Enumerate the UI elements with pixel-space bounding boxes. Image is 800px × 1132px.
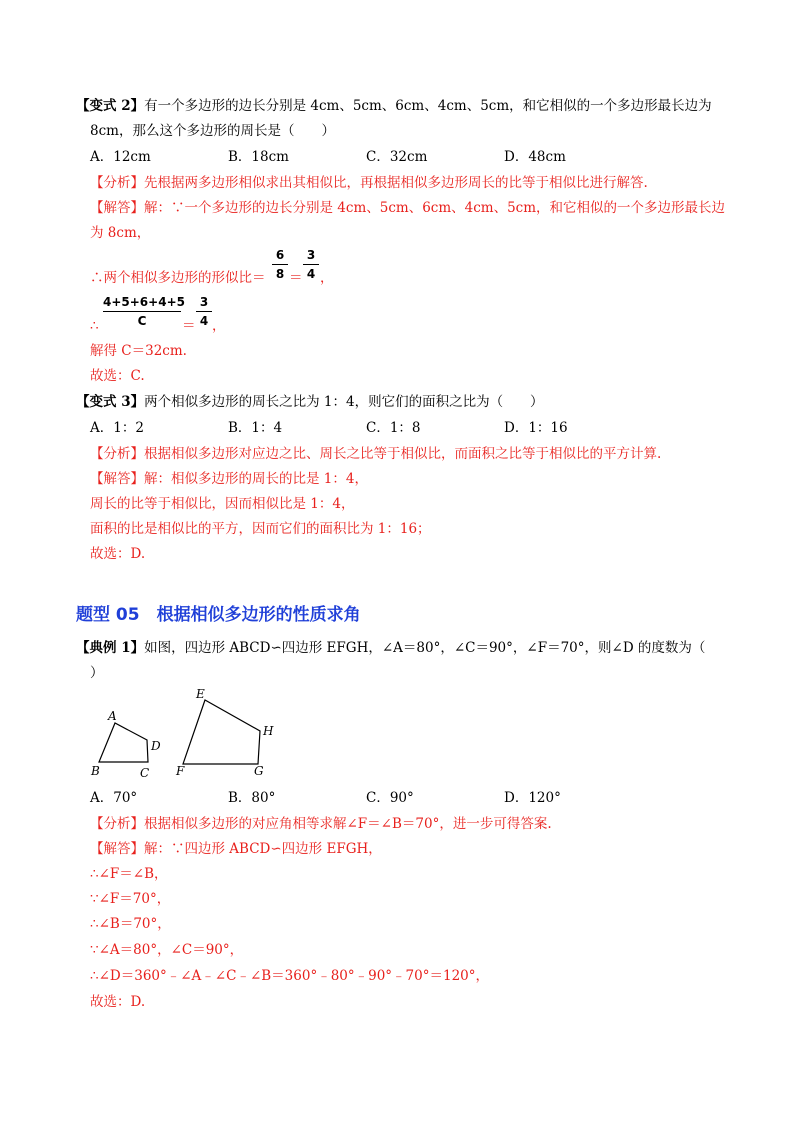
ex1-option-d: D．120° xyxy=(504,790,561,806)
q2-answer-line1: 【解答】解：∵一个多边形的边长分别是 4cm、5cm、6cm、4cm、5cm，和它相似的一个多边形最长边 xyxy=(90,200,726,216)
label-a: A xyxy=(108,709,117,723)
q2-comma1: ， xyxy=(320,270,334,286)
q2-ratio-text: ∴两个相似多边形的形似比＝ xyxy=(90,270,266,286)
ex1-stem-line1 xyxy=(76,638,705,658)
q3-answer-line3: 面积的比是相似比的平方，因而它们的面积比为 1：16； xyxy=(90,521,431,537)
label-b: B xyxy=(91,764,100,778)
q2-fraction-perimeter xyxy=(103,294,185,329)
q3-answer-line1: 【解答】解：相似多边形的周长的比是 1：4， xyxy=(90,471,368,487)
q2-stem-text1: 有一个多边形的边长分别是 4cm、5cm、6cm、4cm、5cm，和它相似的一个多边形最长边为 xyxy=(144,98,712,114)
q3-stem-text: 两个相似多边形的周长之比为 1：4，则它们的面积之比为（ ） xyxy=(144,394,544,410)
ex1-analysis: 【分析】根据相似多边形的对应角相等求解∠F＝∠B＝70°，进一步可得答案. xyxy=(90,816,552,832)
ex1-answer-line3: ∵∠F＝70°， xyxy=(90,891,171,907)
ex1-answer-line4: ∴∠B＝70°， xyxy=(90,916,171,932)
q2-solve: 解得 C＝32cm. xyxy=(90,343,187,359)
label-d: D xyxy=(151,739,161,753)
ex1-option-b: B．80° xyxy=(228,790,276,806)
q2-frac2-den: 4 xyxy=(306,267,316,281)
label-f: F xyxy=(176,764,185,778)
q2-comma2: ， xyxy=(212,318,226,334)
q2-frac4-den: 4 xyxy=(199,314,209,328)
label-g: G xyxy=(254,764,264,778)
q2-option-a: A．12cm xyxy=(90,149,151,165)
q3-choose: 故选：D. xyxy=(90,546,146,562)
q2-choose: 故选：C. xyxy=(90,368,145,384)
q2-frac2-num: 3 xyxy=(306,248,316,262)
ex1-option-c: C．90° xyxy=(366,790,414,806)
q2-option-c: C．32cm xyxy=(366,149,428,165)
q2-fraction-3-4-b xyxy=(196,294,212,329)
ex1-answer-line6: ∴∠D＝360°﹣∠A﹣∠C﹣∠B＝360°﹣80°﹣90°﹣70°＝120°， xyxy=(90,968,489,984)
ex1-stem-text1: 如图，四边形 ABCD∽四边形 EFGH，∠A＝80°，∠C＝90°，∠F＝70°，则∠D 的度数为（ xyxy=(144,640,706,656)
label-h: H xyxy=(263,724,274,738)
q2-analysis: 【分析】先根据两多边形相似求出其相似比，再根据相似多边形周长的比等于相似比进行解答. xyxy=(90,175,648,191)
q2-eq2: ＝ xyxy=(182,318,196,334)
q3-tag: 【变式 3】 xyxy=(76,394,145,410)
similar-quadrilaterals-figure xyxy=(84,682,284,782)
q2-stem-line2: 8cm，那么这个多边形的周长是（ ） xyxy=(90,123,335,139)
q2-frac3-den: C xyxy=(137,314,147,328)
q3-stem xyxy=(76,392,544,412)
q3-answer-line2: 周长的比等于相似比，因而相似比是 1：4， xyxy=(90,496,355,512)
q3-option-a: A．1：2 xyxy=(90,420,144,436)
ex1-answer-line7: 故选：D. xyxy=(90,994,146,1010)
ex1-option-a: A．70° xyxy=(90,790,138,806)
label-e: E xyxy=(196,687,205,701)
q2-frac1-num: 6 xyxy=(275,248,285,262)
ex1-answer-line2: ∴∠F＝∠B， xyxy=(90,866,168,882)
q2-option-d: D．48cm xyxy=(504,149,566,165)
q2-answer-line2: 为 8cm， xyxy=(90,225,151,241)
q3-option-d: D．1：16 xyxy=(504,420,568,436)
quadrilateral-efgh xyxy=(183,700,260,764)
quadrilateral-abcd xyxy=(99,723,148,762)
q2-fraction-6-8 xyxy=(272,247,288,282)
q3-option-c: C．1：8 xyxy=(366,420,421,436)
q2-tag: 【变式 2】 xyxy=(76,98,145,114)
ex1-answer-line5: ∵∠A＝80°，∠C＝90°， xyxy=(90,942,244,958)
label-c: C xyxy=(140,766,150,780)
q2-fraction-3-4 xyxy=(303,247,319,282)
q2-frac1-den: 8 xyxy=(275,267,285,281)
q3-option-b: B．1：4 xyxy=(228,420,283,436)
ex1-stem-line2: ） xyxy=(90,665,104,681)
q2-frac3-num: 4+5+6+4+5 xyxy=(103,295,185,309)
q3-analysis: 【分析】根据相似多边形对应边之比、周长之比等于相似比，而面积之比等于相似比的平方计算. xyxy=(90,446,662,462)
q2-eq1: ＝ xyxy=(289,270,303,286)
q2-option-b: B．18cm xyxy=(228,149,289,165)
q2-frac4-num: 3 xyxy=(199,295,209,309)
q2-stem-line1 xyxy=(76,96,712,116)
ex1-answer-line1: 【解答】解：∵四边形 ABCD∽四边形 EFGH， xyxy=(90,841,382,857)
ex1-tag: 【典例 1】 xyxy=(76,640,145,656)
q2-therefore: ∴ xyxy=(90,318,99,334)
section-title: 题型 05 根据相似多边形的性质求角 xyxy=(76,605,361,625)
